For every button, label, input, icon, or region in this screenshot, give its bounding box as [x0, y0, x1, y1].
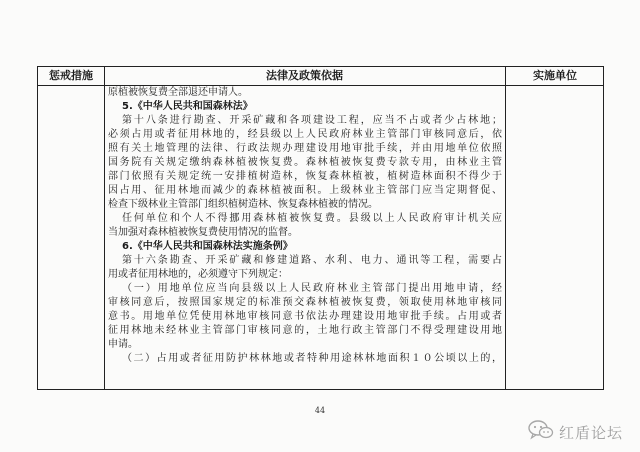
watermark-text: 红盾论坛 [559, 423, 624, 442]
text-line: 征用林地未经林业主管部门审核同意的，土地行政主管部门不得受理建设用地 [108, 325, 502, 336]
text-line: 必须占用或者征用林地的，经县级以上人民政府林业主管部门审核同意后，依 [108, 129, 502, 140]
text-line: （一）用地单位应当向县级以上人民政府林业主管部门提出用地申请，经 [122, 283, 502, 294]
text-line: 原植被恢复费全部退还申请人。 [108, 87, 248, 98]
text-line: 检查下级林业主管部门组织植树造林、恢复森林植被的情况。 [108, 199, 378, 210]
header-legal-basis: 法律及政策依据 [266, 69, 343, 82]
text-line: 任何单位和个人不得挪用森林植被恢复费。县级以上人民政府审计机关应 [122, 213, 502, 224]
text-line: 当加强对森林植被恢复费使用情况的监督。 [108, 227, 298, 238]
section-heading: 5.《中华人民共和国森林法》 [122, 101, 253, 112]
legal-basis-cell [108, 86, 502, 390]
wechat-icon [528, 420, 554, 444]
column-divider [505, 67, 506, 389]
text-line: 审核同意后，按照国家规定的标准预交森林植被恢复费，领取使用林地审核同 [108, 297, 502, 308]
page-number: 44 [314, 406, 326, 415]
text-line: （二）占用或者征用防护林林地或者特种用途林林地面积１０公顷以上的， [122, 353, 502, 364]
text-line: 部门依照有关规定统一安排植树造林，恢复森林植被，植树造林面积不得少于 [108, 171, 502, 182]
section-heading: 6.《中华人民共和国森林法实施条例》 [122, 241, 293, 252]
text-line: 申请。 [108, 339, 138, 350]
text-line: 用或者征用林地的，必须遵守下列规定： [108, 269, 288, 280]
header-penalty-measures: 惩戒措施 [49, 69, 93, 82]
text-line: 意书。用地单位凭使用林地审核同意书依法办理建设用地审批手续。占用或者 [108, 311, 502, 322]
regulation-table [37, 66, 604, 390]
text-line: 因占用、征用林地而减少的森林植被面积。上级林业主管部门应当定期督促、 [108, 185, 502, 196]
text-line: 国务院有关规定缴纳森林植被恢复费。森林植被恢复费专款专用，由林业主管 [108, 157, 502, 168]
header-implementing-unit: 实施单位 [533, 69, 577, 82]
text-line: 照有关土地管理的法律、行政法规办理建设用地审批手续，并由用地单位依照 [108, 143, 502, 154]
column-divider [104, 67, 105, 389]
watermark [528, 420, 623, 444]
text-line: 第十六条勘查、开采矿藏和修建道路、水利、电力、通讯等工程，需要占 [122, 255, 502, 266]
text-line: 第十八条进行勘查、开采矿藏和各项建设工程，应当不占或者少占林地； [122, 115, 502, 126]
